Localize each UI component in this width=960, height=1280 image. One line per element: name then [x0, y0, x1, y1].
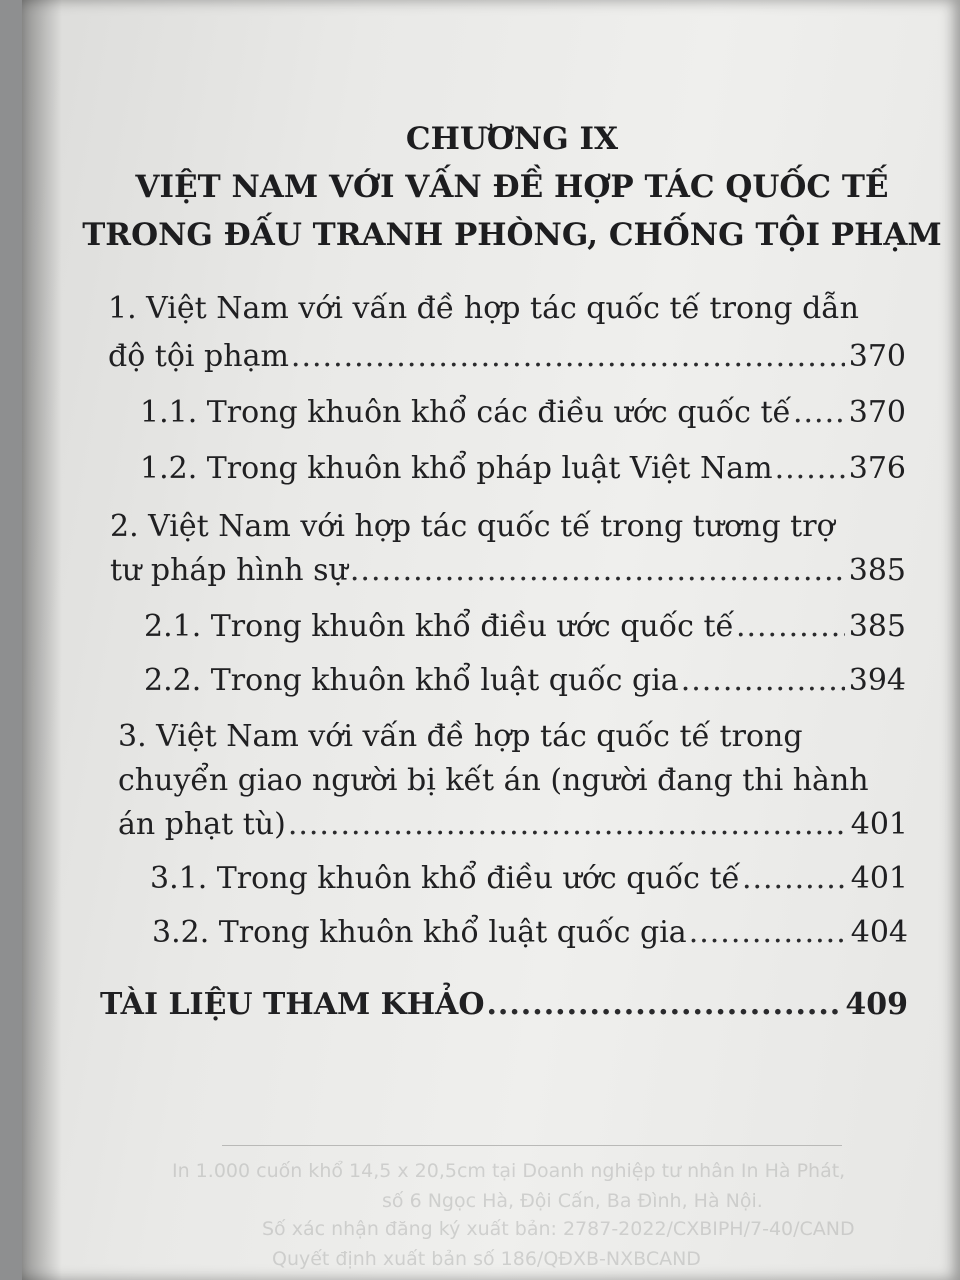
toc-entry-3-label: án phạt tù)	[118, 807, 286, 842]
footer-rule	[222, 1145, 842, 1146]
chapter-number: CHƯƠNG IX	[405, 121, 619, 157]
toc-entry-3-2-label: 3.2. Trong khuôn khổ luật quốc gia	[152, 915, 687, 950]
toc-entry-3-2-page: 404	[850, 915, 908, 950]
toc-entry-1-line2	[108, 339, 906, 374]
dot-leader	[291, 342, 845, 372]
colophon-line4: Quyết định xuất bản số 186/QĐXB-NXBCAND	[272, 1248, 701, 1270]
toc-entry-1-1-label: 1.1. Trong khuôn khổ các điều ước quốc tế	[140, 395, 791, 430]
toc-entry-3-1-page: 401	[850, 861, 908, 896]
colophon-line2: số 6 Ngọc Hà, Đội Cấn, Ba Đình, Hà Nội.	[382, 1190, 763, 1212]
toc-references-label: TÀI LIỆU THAM KHẢO	[100, 987, 485, 1022]
toc-entry-2-2	[144, 663, 906, 698]
toc-entry-2-label: tư pháp hình sự	[110, 553, 348, 588]
toc-entry-3-line2: chuyển giao người bị kết án (người đang thi hành	[118, 763, 869, 798]
toc-references-page: 409	[845, 987, 908, 1022]
toc-entry-2-line1: 2. Việt Nam với hợp tác quốc tế trong tương trợ	[110, 509, 835, 544]
dot-leader	[681, 666, 845, 696]
dot-leader	[736, 612, 845, 642]
dot-leader	[775, 454, 845, 484]
toc-entry-2-2-label: 2.2. Trong khuôn khổ luật quốc gia	[144, 663, 679, 698]
toc-entry-3-2	[152, 915, 908, 950]
dot-leader	[742, 864, 847, 894]
chapter-title-line1: VIỆT NAM VỚI VẤN ĐỀ HỢP TÁC QUỐC TẾ	[135, 169, 889, 205]
toc-entry-1-label: độ tội phạm	[108, 339, 289, 374]
toc-entry-2-1	[144, 609, 906, 644]
toc-entry-1-1	[140, 395, 906, 430]
toc-entry-2-line2	[110, 553, 906, 588]
toc-entry-1-line1: 1. Việt Nam với vấn đề hợp tác quốc tế trong dẫn	[108, 291, 859, 326]
colophon-line3: Số xác nhận đăng ký xuất bản: 2787-2022/CXBIPH/7-40/CAND	[262, 1218, 855, 1240]
spine-shadow	[22, 0, 62, 1280]
toc-entry-3-1-label: 3.1. Trong khuôn khổ điều ước quốc tế	[150, 861, 740, 896]
toc-entry-1-2	[140, 451, 906, 486]
toc-entry-3-line3	[118, 807, 908, 842]
dot-leader	[486, 990, 841, 1020]
toc-entry-1-1-page: 370	[848, 395, 906, 430]
toc-entry-1-2-label: 1.2. Trong khuôn khổ pháp luật Việt Nam	[140, 451, 773, 486]
toc-references	[100, 987, 908, 1022]
dot-leader	[689, 918, 847, 948]
toc-entry-3-line1: 3. Việt Nam với vấn đề hợp tác quốc tế trong	[118, 719, 803, 754]
toc-entry-1-page: 370	[848, 339, 906, 374]
dot-leader	[793, 398, 845, 428]
toc-entry-2-page: 385	[848, 553, 906, 588]
book-page	[22, 0, 960, 1280]
toc-entry-1-2-page: 376	[848, 451, 906, 486]
toc-entry-2-1-label: 2.1. Trong khuôn khổ điều ước quốc tế	[144, 609, 734, 644]
toc-entry-2-1-page: 385	[848, 609, 906, 644]
toc-entry-3-1	[150, 861, 908, 896]
dot-leader	[288, 810, 847, 840]
chapter-title-line2: TRONG ĐẤU TRANH PHÒNG, CHỐNG TỘI PHẠM	[82, 217, 942, 253]
colophon-line1: In 1.000 cuốn khổ 14,5 x 20,5cm tại Doanh nghiệp tư nhân In Hà Phát,	[172, 1160, 846, 1182]
toc-entry-2-2-page: 394	[848, 663, 906, 698]
toc-entry-3-page: 401	[850, 807, 908, 842]
dot-leader	[350, 556, 845, 586]
